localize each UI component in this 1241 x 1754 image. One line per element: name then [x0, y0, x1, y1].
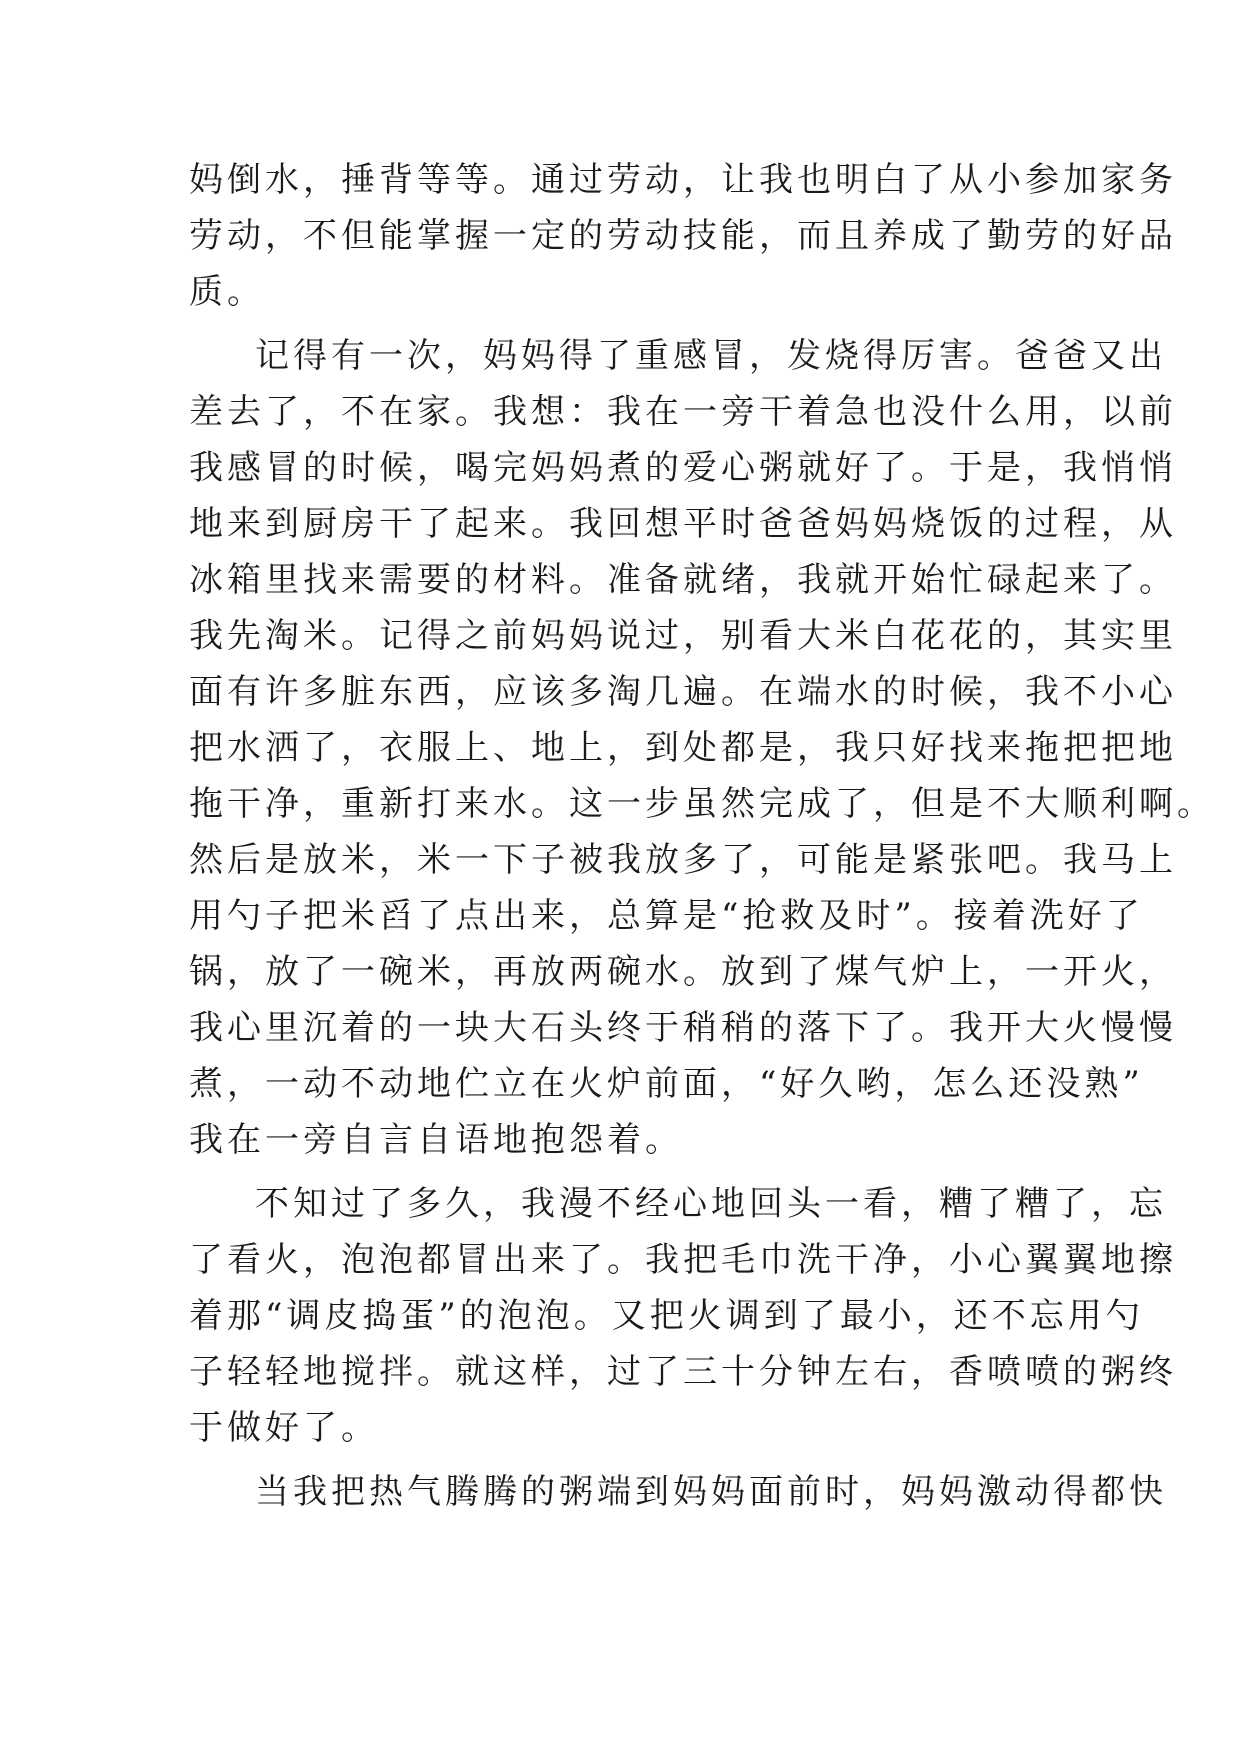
text-line: 我在一旁自言自语地抱怨着。: [189, 1120, 683, 1160]
text-line: 着那“调皮捣蛋”的泡泡。又把火调到了最小，还不忘用勺: [189, 1296, 1144, 1336]
text-line: 我感冒的时候，喝完妈妈煮的爱心粥就好了。于是，我悄悄: [189, 448, 1177, 488]
text-line: 锅，放了一碗米，再放两碗水。放到了煤气炉上，一开火，: [189, 952, 1177, 992]
paragraph: [189, 1176, 1177, 1456]
text-line: 把水洒了，衣服上、地上，到处都是，我只好找来拖把把地: [189, 728, 1177, 768]
text-line: 拖干净，重新打来水。这一步虽然完成了，但是不大顺利啊。: [189, 784, 1215, 824]
text-line: 然后是放米，米一下子被我放多了，可能是紧张吧。我马上: [189, 840, 1177, 880]
paragraph: [189, 152, 1177, 320]
text-line: 冰箱里找来需要的材料。准备就绪，我就开始忙碌起来了。: [189, 560, 1177, 600]
text-line: 我心里沉着的一块大石头终于稍稍的落下了。我开大火慢慢: [189, 1008, 1177, 1048]
text-line: 不知过了多久，我漫不经心地回头一看，糟了糟了，忘: [255, 1184, 1167, 1224]
paragraph-gap: [189, 1168, 1079, 1176]
text-line: 质。: [189, 272, 265, 312]
text-line: 于做好了。: [189, 1408, 379, 1448]
text-line: 差去了，不在家。我想：我在一旁干着急也没什么用，以前: [189, 392, 1177, 432]
text-line: 记得有一次，妈妈得了重感冒，发烧得厉害。爸爸又出: [255, 336, 1167, 376]
text-line: 劳动，不但能掌握一定的劳动技能，而且养成了勤劳的好品: [189, 216, 1177, 256]
document-body: [189, 152, 1215, 1520]
paragraph-gap: [189, 1456, 1079, 1464]
text-line: 了看火，泡泡都冒出来了。我把毛巾洗干净，小心翼翼地擦: [189, 1240, 1177, 1280]
text-line: 我先淘米。记得之前妈妈说过，别看大米白花花的，其实里: [189, 616, 1177, 656]
text-line: 地来到厨房干了起来。我回想平时爸爸妈妈烧饭的过程，从: [189, 504, 1177, 544]
paragraph: [189, 1464, 1167, 1520]
paragraph-gap: [189, 320, 1079, 328]
text-line: 用勺子把米舀了点出来，总算是“抢救及时”。接着洗好了: [189, 896, 1144, 936]
paragraph: [189, 328, 1215, 1168]
text-line: 妈倒水，捶背等等。通过劳动，让我也明白了从小参加家务: [189, 160, 1177, 200]
text-line: 面有许多脏东西，应该多淘几遍。在端水的时候，我不小心: [189, 672, 1177, 712]
text-line: 当我把热气腾腾的粥端到妈妈面前时，妈妈激动得都快: [255, 1472, 1167, 1512]
text-line: 煮，一动不动地伫立在火炉前面，“好久哟，怎么还没熟”: [189, 1064, 1144, 1104]
text-line: 子轻轻地搅拌。就这样，过了三十分钟左右，香喷喷的粥终: [189, 1352, 1177, 1392]
